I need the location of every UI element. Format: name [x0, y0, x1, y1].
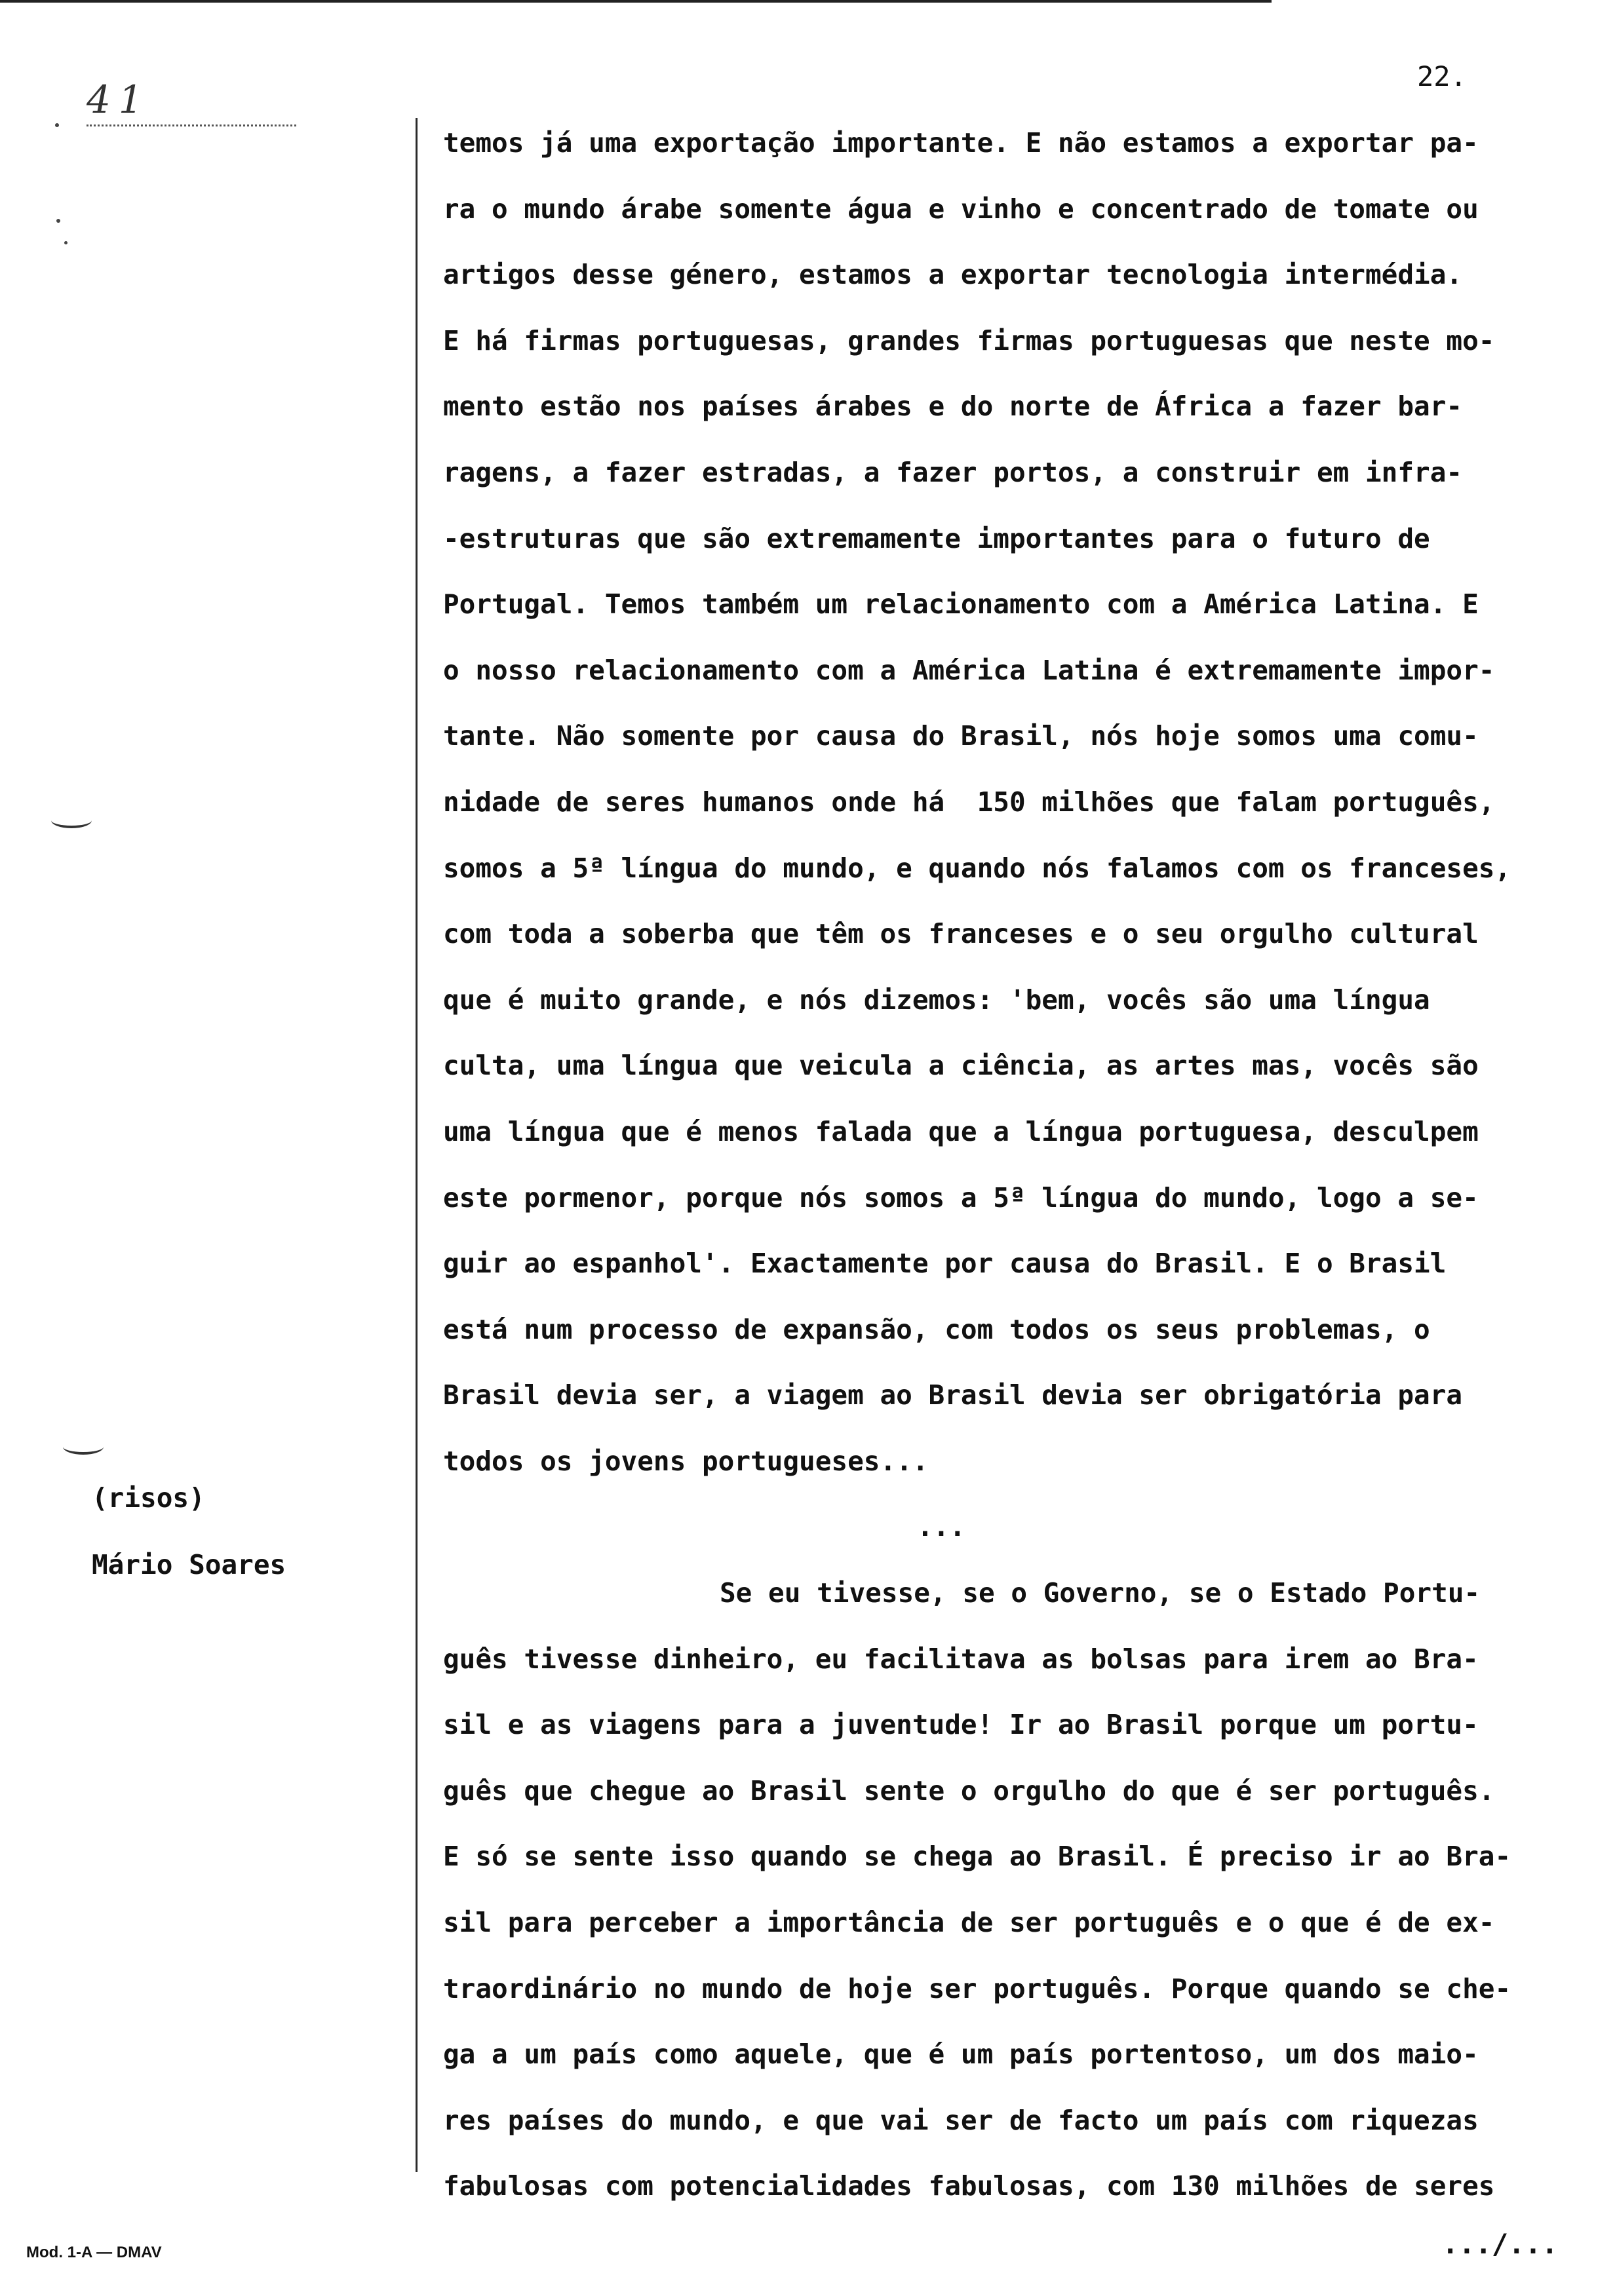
- margin-speck: [64, 241, 68, 244]
- text-line: culta, uma língua que veicula a ciência, as artes mas, vocês são: [443, 1050, 1479, 1082]
- text-line: fabulosas com potencialidades fabulosas, com 130 milhões de seres: [443, 2170, 1495, 2202]
- text-line: todos os jovens portugueses...: [443, 1445, 929, 1477]
- margin-speck: [55, 123, 59, 127]
- text-line: E há firmas portuguesas, grandes firmas portuguesas que neste mo-: [443, 324, 1495, 356]
- text-line: Brasil devia ser, a viagem ao Brasil devia ser obrigatória para: [443, 1379, 1463, 1411]
- text-line: o nosso relacionamento com a América Latina é extremamente impor-: [443, 654, 1495, 686]
- text-line: -estruturas que são extremamente importantes para o futuro de: [443, 522, 1430, 554]
- text-line: somos a 5ª língua do mundo, e quando nós falamos com os franceses,: [443, 852, 1511, 884]
- text-line: nidade de seres humanos onde há 150 milhões que falam português,: [443, 786, 1495, 818]
- text-line: sil e as viagens para a juventude! Ir ao Brasil porque um portu-: [443, 1709, 1479, 1741]
- text-line: traordinário no mundo de hoje ser português. Porque quando se che-: [443, 1972, 1511, 2004]
- text-line: está num processo de expansão, com todos os seus problemas, o: [443, 1313, 1430, 1345]
- page-number: 22.: [1417, 60, 1467, 92]
- file-number-underline: [87, 124, 296, 126]
- text-line: temos já uma exportação importante. E não estamos a exportar pa-: [443, 127, 1479, 159]
- text-line: este pormenor, porque nós somos a 5ª língua do mundo, logo a se-: [443, 1181, 1479, 1214]
- margin-tick-mark: [51, 813, 92, 828]
- top-rule: [0, 0, 1272, 3]
- text-line: guês que chegue ao Brasil sente o orgulho do que é ser português.: [443, 1774, 1495, 1807]
- text-line: tante. Não somente por causa do Brasil, nós hoje somos uma comu-: [443, 720, 1479, 752]
- form-code: Mod. 1-A — DMAV: [26, 2244, 162, 2261]
- margin-note-speaker: Mário Soares: [92, 1549, 286, 1580]
- file-number-mark: [87, 77, 296, 130]
- transcript-body: [443, 110, 1597, 2219]
- text-line: ga a um país como aquele, que é um país portentoso, um dos maio-: [443, 2038, 1479, 2071]
- text-line: ragens, a fazer estradas, a fazer portos, a construir em infra-: [443, 456, 1463, 488]
- margin-rule: [416, 118, 418, 2172]
- text-line: que é muito grande, e nós dizemos: 'bem, vocês são uma língua: [443, 984, 1430, 1016]
- text-line: ra o mundo árabe somente água e vinho e concentrado de tomate ou: [443, 193, 1479, 225]
- file-number-text: 41: [87, 77, 151, 122]
- text-line: Se eu tivesse, se o Governo, se o Estado Portu-: [720, 1577, 1481, 1609]
- section-ellipsis: ...: [916, 1511, 966, 1543]
- continuation-mark: .../...: [1442, 2228, 1559, 2260]
- text-line: guir ao espanhol'. Exactamente por causa do Brasil. E o Brasil: [443, 1248, 1447, 1280]
- margin-speck: [56, 219, 60, 223]
- text-line: sil para perceber a importância de ser português e o que é de ex-: [443, 1907, 1495, 1939]
- text-line: uma língua que é menos falada que a língua portuguesa, desculpem: [443, 1115, 1479, 1147]
- margin-tick-mark: [63, 1439, 104, 1455]
- text-line: Portugal. Temos também um relacionamento com a América Latina. E: [443, 588, 1479, 621]
- text-line: E só se sente isso quando se chega ao Brasil. É preciso ir ao Bra-: [443, 1841, 1511, 1873]
- margin-note-laughter: (risos): [92, 1482, 205, 1514]
- text-line: mento estão nos países árabes e do norte de África a fazer bar-: [443, 391, 1463, 423]
- text-line: com toda a soberba que têm os franceses e o seu orgulho cultural: [443, 918, 1479, 950]
- text-line: guês tivesse dinheiro, eu facilitava as bolsas para irem ao Bra-: [443, 1643, 1479, 1675]
- text-line: res países do mundo, e que vai ser de facto um país com riquezas: [443, 2104, 1479, 2136]
- text-line: artigos desse género, estamos a exportar tecnologia intermédia.: [443, 259, 1463, 291]
